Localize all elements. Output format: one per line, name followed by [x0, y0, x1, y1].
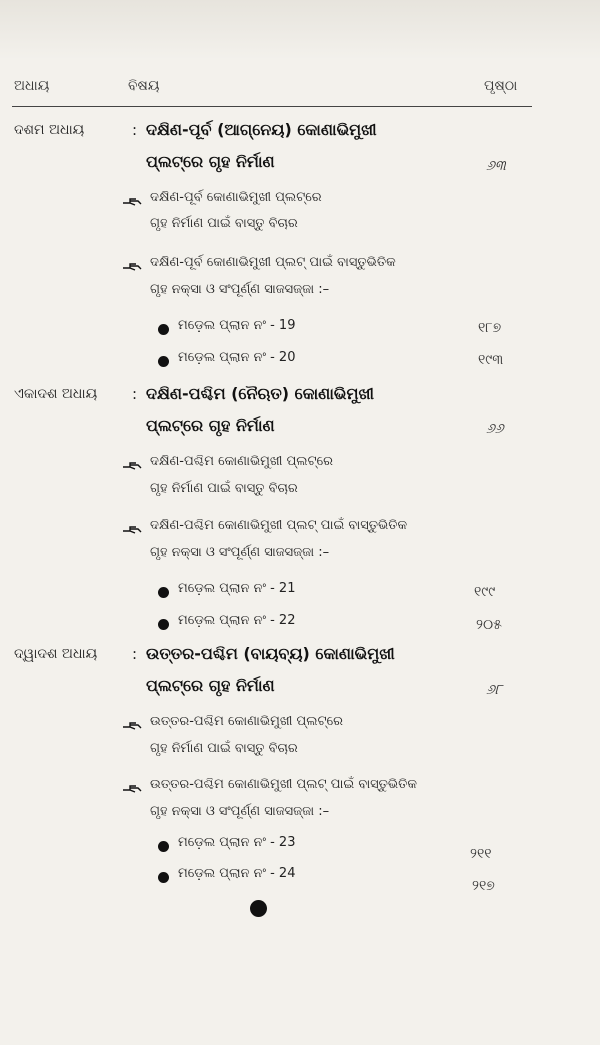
pointing-hand-icon: [122, 782, 144, 794]
point1-line1: ଦକ୍ଷିଣ-ପୂର୍ବ କୋଣାଭିମୁଖୀ ପ୍ଲଟ୍‌ରେ: [150, 190, 322, 205]
point1-line2: ଗୃହ ନିର୍ମାଣ ପାଇଁ ବାସ୍ତୁ ବିଚାର: [150, 741, 298, 756]
point1-line2: ଗୃହ ନିର୍ମାଣ ପାଇଁ ବାସ୍ତୁ ବିଚାର: [150, 216, 298, 231]
point1-line1: ଦକ୍ଷିଣ-ପଶ୍ଚିମ କୋଣାଭିମୁଖୀ ପ୍ଲଟ୍‌ରେ: [150, 454, 333, 469]
plan-label: ମଡ଼େଲ ପ୍ଲାନ ନଂ - 21: [178, 581, 296, 596]
bullet-icon: [158, 841, 169, 852]
plan-page: ୧୯୩: [478, 352, 504, 368]
point2-line2: ଗୃହ ନକ୍‌ସା ଓ ସଂପୂର୍ଣ୍ଣ ସାଜସଜ୍ଜା :–: [150, 545, 330, 560]
plan-label: ମଡ଼େଲ ପ୍ଲାନ ନଂ - 19: [178, 318, 296, 333]
chapter-title-line2: ପ୍ଲଟ୍‌ରେ ଗୃହ ନିର୍ମାଣ: [146, 416, 275, 435]
chapter-title-line2: ପ୍ଲଟ୍‌ରେ ଗୃହ ନିର୍ମାଣ: [146, 152, 275, 171]
plan-label: ମଡ଼େଲ ପ୍ଲାନ ନଂ - 22: [178, 613, 296, 628]
plan-page: ୧୯୯: [474, 584, 496, 600]
header-chapter: ଅଧାୟ: [14, 78, 50, 94]
chapter-title-page: ୬୮: [486, 682, 503, 698]
plan-page: ୨୦୫: [476, 617, 502, 633]
pointing-hand-icon: [122, 260, 144, 272]
end-ornament-dot: [250, 900, 267, 917]
bullet-icon: [158, 587, 169, 598]
bullet-icon: [158, 356, 169, 367]
point2-line1: ଦକ୍ଷିଣ-ପୂର୍ବ କୋଣାଭିମୁଖୀ ପ୍ଲଟ୍ ପାଇଁ ବାସ୍ତୁଭିତିକ: [150, 255, 396, 270]
point2-line2: ଗୃହ ନକ୍‌ସା ଓ ସଂପୂର୍ଣ୍ଣ ସାଜସଜ୍ଜା :–: [150, 804, 330, 819]
chapter-name: ଦ୍ୱାଦଶ ଅଧାୟ: [14, 646, 98, 662]
bleed-through-shadow: [0, 0, 600, 60]
bullet-icon: [158, 619, 169, 630]
plan-page: ୧୮୭: [478, 320, 502, 336]
pointing-hand-icon: [122, 459, 144, 471]
chapter-colon: :: [132, 121, 138, 139]
point2-line2: ଗୃହ ନକ୍‌ସା ଓ ସଂପୂର୍ଣ୍ଣ ସାଜସଜ୍ଜା :–: [150, 282, 330, 297]
point2-line1: ଉତ୍ତର-ପଶ୍ଚିମ କୋଣାଭିମୁଖୀ ପ୍ଲଟ୍ ପାଇଁ ବାସ୍ତୁଭିତିକ: [150, 777, 418, 792]
point2-line1: ଦକ୍ଷିଣ-ପଶ୍ଚିମ କୋଣାଭିମୁଖୀ ପ୍ଲଟ୍ ପାଇଁ ବାସ୍ତୁଭିତିକ: [150, 518, 408, 533]
chapter-title-page: ୬୩: [486, 158, 506, 174]
plan-label: ମଡ଼େଲ ପ୍ଲାନ ନଂ - 20: [178, 350, 296, 365]
pointing-hand-icon: [122, 195, 144, 207]
chapter-title-line1: ଦକ୍ଷିଣ-ପଶ୍ଚିମ (ନୈଋତ) କୋଣାଭିମୁଖୀ: [146, 384, 374, 403]
plan-page: ୨୧୭: [472, 878, 495, 894]
point1-line1: ଉତ୍ତର-ପଶ୍ଚିମ କୋଣାଭିମୁଖୀ ପ୍ଲଟ୍‌ରେ: [150, 714, 343, 729]
chapter-colon: :: [132, 385, 138, 403]
header-rule: [12, 106, 532, 107]
pointing-hand-icon: [122, 719, 144, 731]
pointing-hand-icon: [122, 523, 144, 535]
bullet-icon: [158, 324, 169, 335]
header-page: ପୃଷ୍ଠା: [484, 78, 518, 94]
chapter-name: ଏକାଦଶ ଅଧାୟ: [14, 386, 98, 402]
plan-label: ମଡ଼େଲ ପ୍ଲାନ ନଂ - 23: [178, 835, 296, 850]
chapter-title-line1: ଉତ୍ତର-ପଶ୍ଚିମ (ବାୟବ୍ୟ) କୋଣାଭିମୁଖୀ: [146, 644, 395, 663]
plan-page: ୨୧୧: [470, 846, 492, 862]
plan-label: ମଡ଼େଲ ପ୍ଲାନ ନଂ - 24: [178, 866, 296, 881]
chapter-title-line1: ଦକ୍ଷିଣ-ପୂର୍ବ (ଆଗ୍ନେୟ) କୋଣାଭିମୁଖୀ: [146, 120, 377, 139]
chapter-title-line2: ପ୍ଲଟ୍‌ରେ ଗୃହ ନିର୍ମାଣ: [146, 676, 275, 695]
header-subject: ବିଷୟ: [128, 78, 160, 94]
bullet-icon: [158, 872, 169, 883]
chapter-colon: :: [132, 645, 138, 663]
point1-line2: ଗୃହ ନିର୍ମାଣ ପାଇଁ ବାସ୍ତୁ ବିଚାର: [150, 481, 298, 496]
chapter-title-page: ୬୬: [486, 421, 504, 437]
chapter-name: ଦଶମ ଅଧାୟ: [14, 122, 85, 138]
